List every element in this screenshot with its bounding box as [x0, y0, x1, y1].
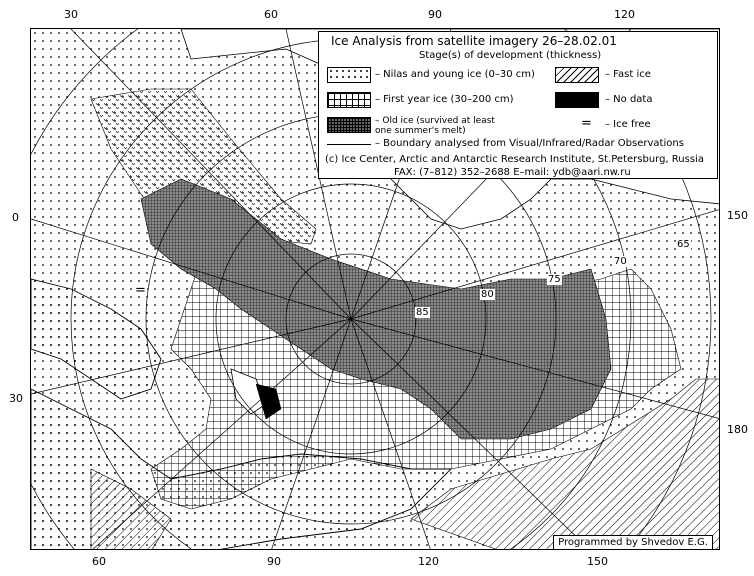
lat-label-70: 70: [614, 256, 627, 267]
lat-label-75: 75: [548, 274, 561, 285]
credit-text: (c) Ice Center, Arctic and Antarctic Research Institute, St.Petersburg, Russia: [325, 154, 704, 165]
top-tick-120: 120: [614, 8, 635, 21]
legend-swatch-old: [327, 117, 371, 133]
legend-label-nilas: – Nilas and young ice (0–30 cm): [375, 69, 535, 80]
legend-label-first: – First year ice (30–200 cm): [375, 94, 514, 105]
bottom-tick-120: 120: [418, 555, 439, 568]
legend-swatch-first: [327, 92, 371, 108]
right-tick-180: 180: [727, 423, 748, 436]
right-tick-150: 150: [727, 209, 748, 222]
bottom-tick-150: 150: [587, 555, 608, 568]
bottom-tick-90: 90: [267, 555, 281, 568]
legend-label-fast: – Fast ice: [605, 69, 651, 80]
left-tick-30: 30: [9, 392, 23, 405]
legend-label-old: – Old ice (survived at least one summer's melt): [375, 116, 495, 136]
legend-swatch-fast: [555, 67, 599, 83]
contact-text: FAX: (7–812) 352–2688 E–mail: ydb@aari.nw.ru: [394, 167, 631, 178]
lat-label-85: 85: [416, 307, 429, 318]
lat-label-65: 65: [677, 239, 690, 250]
legend-swatch-free: =: [581, 116, 592, 131]
lat-label-80: 80: [481, 289, 494, 300]
left-tick-0: 0: [12, 211, 19, 224]
map-subtitle: Stage(s) of development (thickness): [419, 50, 602, 61]
legend-boundary-line: [327, 144, 371, 145]
programmer-credit: Programmed by Shvedov E.G.: [553, 535, 713, 550]
top-tick-30: 30: [64, 8, 78, 21]
legend-label-nodata: – No data: [605, 94, 653, 105]
top-tick-90: 90: [428, 8, 442, 21]
legend-label-boundary: – Boundary analysed from Visual/Infrared/Radar Observations: [375, 138, 684, 149]
legend-panel: [318, 31, 718, 179]
top-tick-60: 60: [264, 8, 278, 21]
bottom-tick-60: 60: [92, 555, 106, 568]
legend-label-free: – Ice free: [605, 119, 651, 130]
ice-free-symbol: =: [135, 283, 146, 298]
legend-swatch-nilas: [327, 67, 371, 83]
legend-swatch-nodata: [555, 92, 599, 108]
map-title: Ice Analysis from satellite imagery 26–28.02.01: [331, 34, 617, 48]
